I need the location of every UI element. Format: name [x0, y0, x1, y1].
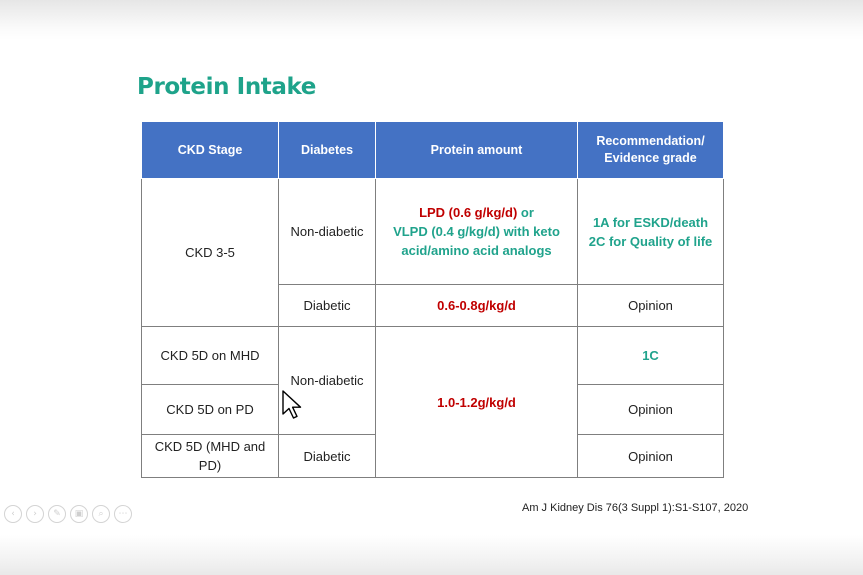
table-row — [142, 179, 724, 285]
header-recommendation — [578, 122, 724, 179]
mouse-pointer-icon — [281, 389, 305, 421]
slide-title: Protein Intake — [137, 74, 316, 100]
vlpd-text: VLPD (0.4 g/kg/d) with keto — [393, 224, 560, 239]
header-recommendation-line2: Evidence grade — [604, 151, 697, 165]
slideshow-controls — [4, 505, 132, 523]
play-icon[interactable]: › — [26, 505, 44, 523]
analogs-text: acid/amino acid analogs — [401, 243, 552, 258]
cell-ckd35-stage: CKD 3-5 — [142, 179, 279, 327]
cell-both-grade: Opinion — [578, 435, 724, 478]
bottom-shading — [0, 535, 863, 575]
cell-ckd35-nondiabetic-amount — [376, 179, 578, 285]
protein-intake-table — [141, 121, 724, 478]
citation: Am J Kidney Dis 76(3 Suppl 1):S1-S107, 2020 — [522, 502, 749, 514]
slides-icon[interactable]: ▣ — [70, 505, 88, 523]
pen-icon[interactable]: ✎ — [48, 505, 66, 523]
cell-pd-stage: CKD 5D on PD — [142, 385, 279, 435]
top-shading — [0, 0, 863, 40]
cell-ckd35-diabetic-amount: 0.6-0.8g/kg/d — [376, 285, 578, 327]
zoom-icon[interactable]: ⌕ — [92, 505, 110, 523]
prev-icon[interactable]: ‹ — [4, 505, 22, 523]
cell-both-diabetic: Diabetic — [279, 435, 376, 478]
cell-ckd35-diabetic: Diabetic — [279, 285, 376, 327]
cell-pd-grade: Opinion — [578, 385, 724, 435]
more-icon[interactable]: ⋯ — [114, 505, 132, 523]
cell-both-stage: CKD 5D (MHD and PD) — [142, 435, 279, 478]
or-text: or — [517, 205, 534, 220]
header-protein-amount: Protein amount — [376, 122, 578, 179]
table-row — [142, 327, 724, 385]
cell-ckd35-nondiabetic-grade — [578, 179, 724, 285]
cell-mhd-grade: 1C — [578, 327, 724, 385]
cell-dialysis-nondiabetic: Non-diabetic — [279, 327, 376, 435]
cell-ckd35-diabetic-grade: Opinion — [578, 285, 724, 327]
header-row — [142, 122, 724, 179]
lpd-text: LPD (0.6 g/kg/d) — [419, 205, 518, 220]
grade-eskd-text: 1A for ESKD/death — [592, 214, 709, 230]
cell-dialysis-amount: 1.0-1.2g/kg/d — [376, 327, 578, 478]
grade-qol-text: 2C for Quality of life — [588, 233, 713, 249]
header-recommendation-line1: Recommendation/ — [596, 134, 705, 148]
cell-mhd-stage: CKD 5D on MHD — [142, 327, 279, 385]
header-ckd-stage: CKD Stage — [142, 122, 279, 179]
header-diabetes: Diabetes — [279, 122, 376, 179]
cell-ckd35-nondiabetic: Non-diabetic — [279, 179, 376, 285]
